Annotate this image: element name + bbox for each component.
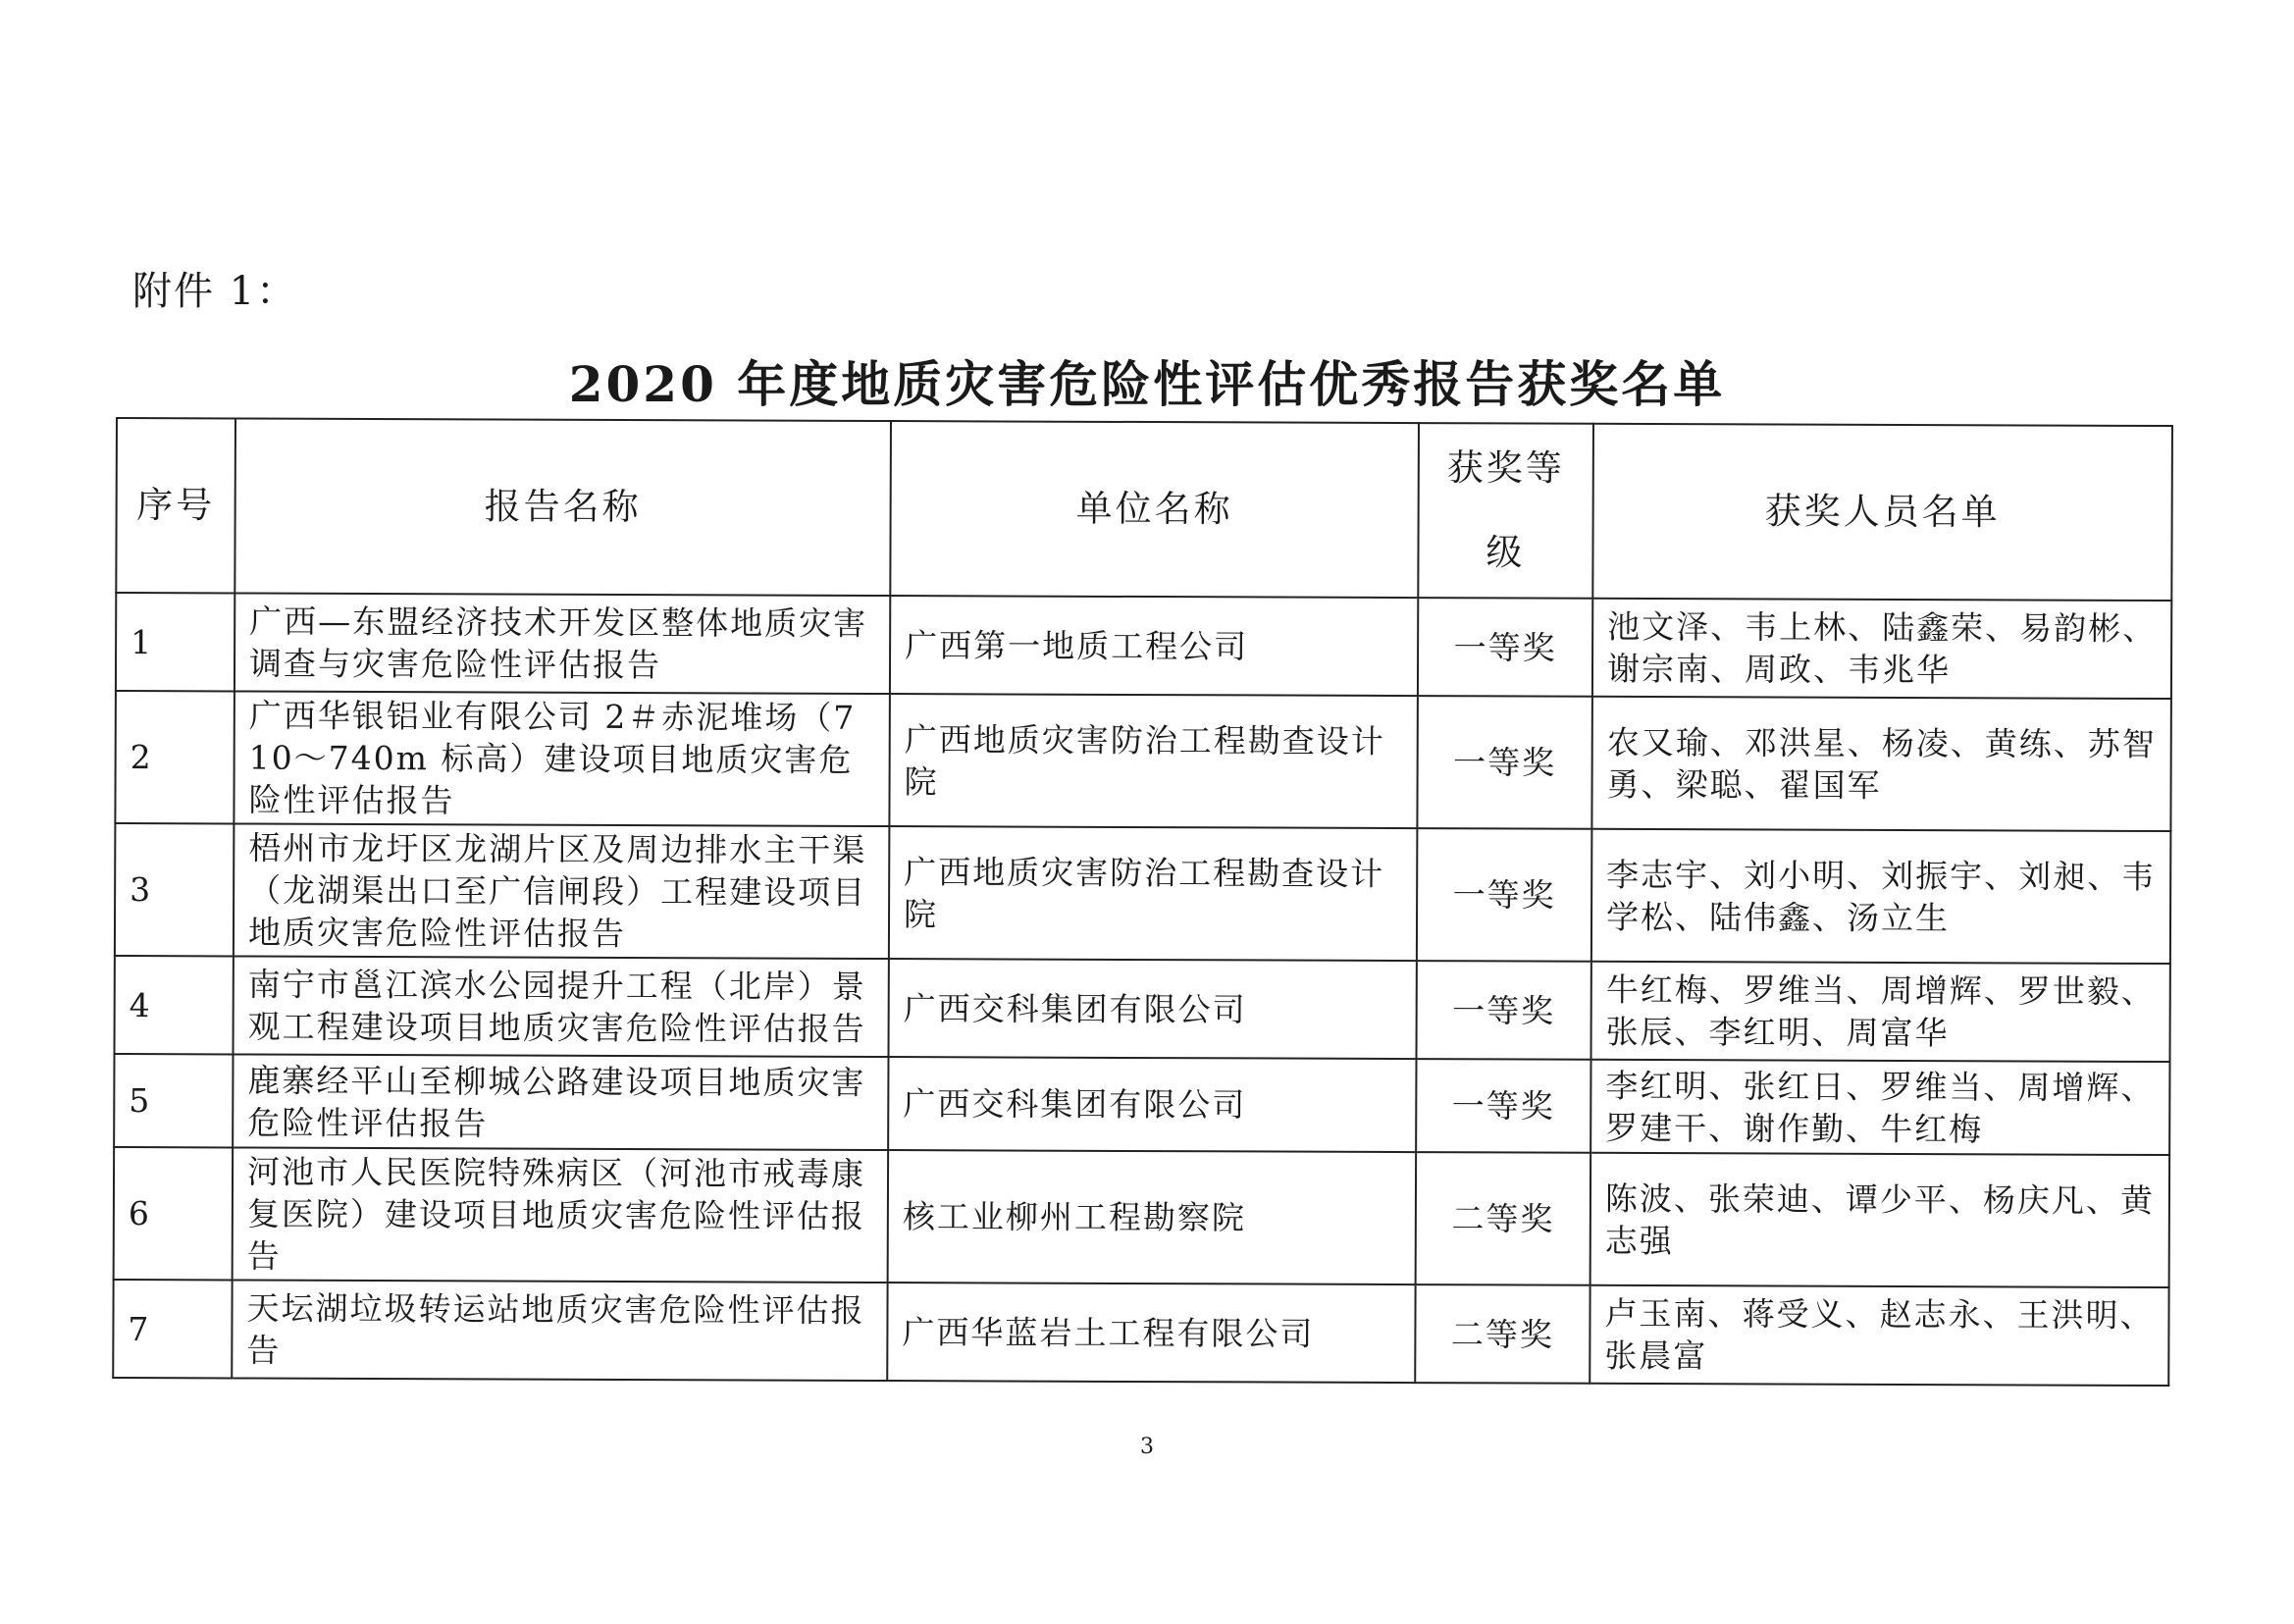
table-row xyxy=(115,823,2171,964)
row-members: 陈波、张荣迪、谭少平、杨庆凡、黄志强 xyxy=(1590,1153,2170,1287)
table-row xyxy=(114,1054,2169,1155)
table-row xyxy=(115,691,2171,831)
row-members: 卢玉南、蒋受义、赵志永、王洪明、张晨富 xyxy=(1590,1285,2168,1386)
row-no: 3 xyxy=(115,823,235,956)
row-no: 6 xyxy=(114,1147,234,1280)
row-unit: 广西华蓝岩土工程有限公司 xyxy=(887,1283,1415,1383)
header-members: 获奖人员名单 xyxy=(1592,424,2172,601)
row-members: 牛红梅、罗维当、周增辉、罗世毅、张辰、李红明、周富华 xyxy=(1590,962,2169,1062)
row-level: 一等奖 xyxy=(1416,961,1590,1060)
row-report: 广西华银铝业有限公司 2＃赤泥堆场（710～740m 标高）建设项目地质灾害危险性评估报告 xyxy=(234,691,890,826)
row-no: 7 xyxy=(113,1280,232,1378)
row-report: 鹿寨经平山至柳城公路建设项目地质灾害危险性评估报告 xyxy=(233,1054,888,1150)
attachment-label: 附件 1： xyxy=(132,269,298,314)
table-row xyxy=(113,1280,2168,1386)
row-report: 广西—东盟经济技术开发区整体地质灾害调查与灾害危险性评估报告 xyxy=(235,593,890,694)
row-level: 一等奖 xyxy=(1417,828,1592,962)
table-row xyxy=(115,956,2170,1062)
row-unit: 广西交科集团有限公司 xyxy=(889,959,1417,1059)
table-row xyxy=(114,1147,2170,1287)
page-number: 3 xyxy=(1140,1435,1154,1459)
row-unit: 广西地质灾害防治工程勘查设计院 xyxy=(889,694,1418,828)
row-level: 一等奖 xyxy=(1417,696,1592,829)
row-no: 4 xyxy=(115,956,234,1054)
row-level: 一等奖 xyxy=(1418,598,1592,697)
row-no: 1 xyxy=(116,593,235,691)
header-unit: 单位名称 xyxy=(890,421,1419,598)
row-level: 二等奖 xyxy=(1415,1284,1590,1384)
row-report: 南宁市邕江滨水公园提升工程（北岸）景观工程建设项目地质灾害危险性评估报告 xyxy=(234,956,889,1057)
row-report: 天坛湖垃圾转运站地质灾害危险性评估报告 xyxy=(232,1280,887,1381)
header-level: 获奖等级 xyxy=(1418,423,1593,599)
row-report: 梧州市龙圩区龙湖片区及周边排水主干渠（龙湖渠出口至广信闸段）工程建设项目地质灾害危险性评估报告 xyxy=(234,823,890,959)
row-unit: 广西地质灾害防治工程勘查设计院 xyxy=(889,826,1418,961)
row-members: 农又瑜、邓洪星、杨凌、黄练、苏智勇、梁聪、翟国军 xyxy=(1591,697,2171,831)
row-members: 李红明、张红日、罗维当、周增辉、罗建干、谢作勤、牛红梅 xyxy=(1590,1060,2169,1155)
row-no: 5 xyxy=(114,1054,233,1147)
row-members: 池文泽、韦上林、陆鑫荣、易韵彬、谢宗南、周政、韦兆华 xyxy=(1592,599,2171,699)
header-no: 序号 xyxy=(116,418,235,593)
row-members: 李志宇、刘小明、刘振宇、刘昶、韦学松、陆伟鑫、汤立生 xyxy=(1591,829,2171,964)
row-level: 二等奖 xyxy=(1416,1152,1591,1285)
award-table xyxy=(112,417,2173,1387)
row-report: 河池市人民医院特殊病区（河池市戒毒康复医院）建设项目地质灾害危险性评估报告 xyxy=(233,1147,889,1283)
header-report: 报告名称 xyxy=(235,418,891,596)
table-header-row xyxy=(116,418,2172,601)
row-unit: 核工业柳州工程勘察院 xyxy=(888,1150,1417,1284)
row-unit: 广西第一地质工程公司 xyxy=(890,596,1418,696)
row-unit: 广西交科集团有限公司 xyxy=(888,1057,1416,1152)
table-row xyxy=(116,593,2171,699)
row-no: 2 xyxy=(115,691,235,823)
row-level: 一等奖 xyxy=(1416,1059,1590,1153)
document-title: 2020 年度地质灾害危险性评估优秀报告获奖名单 xyxy=(568,355,1726,413)
